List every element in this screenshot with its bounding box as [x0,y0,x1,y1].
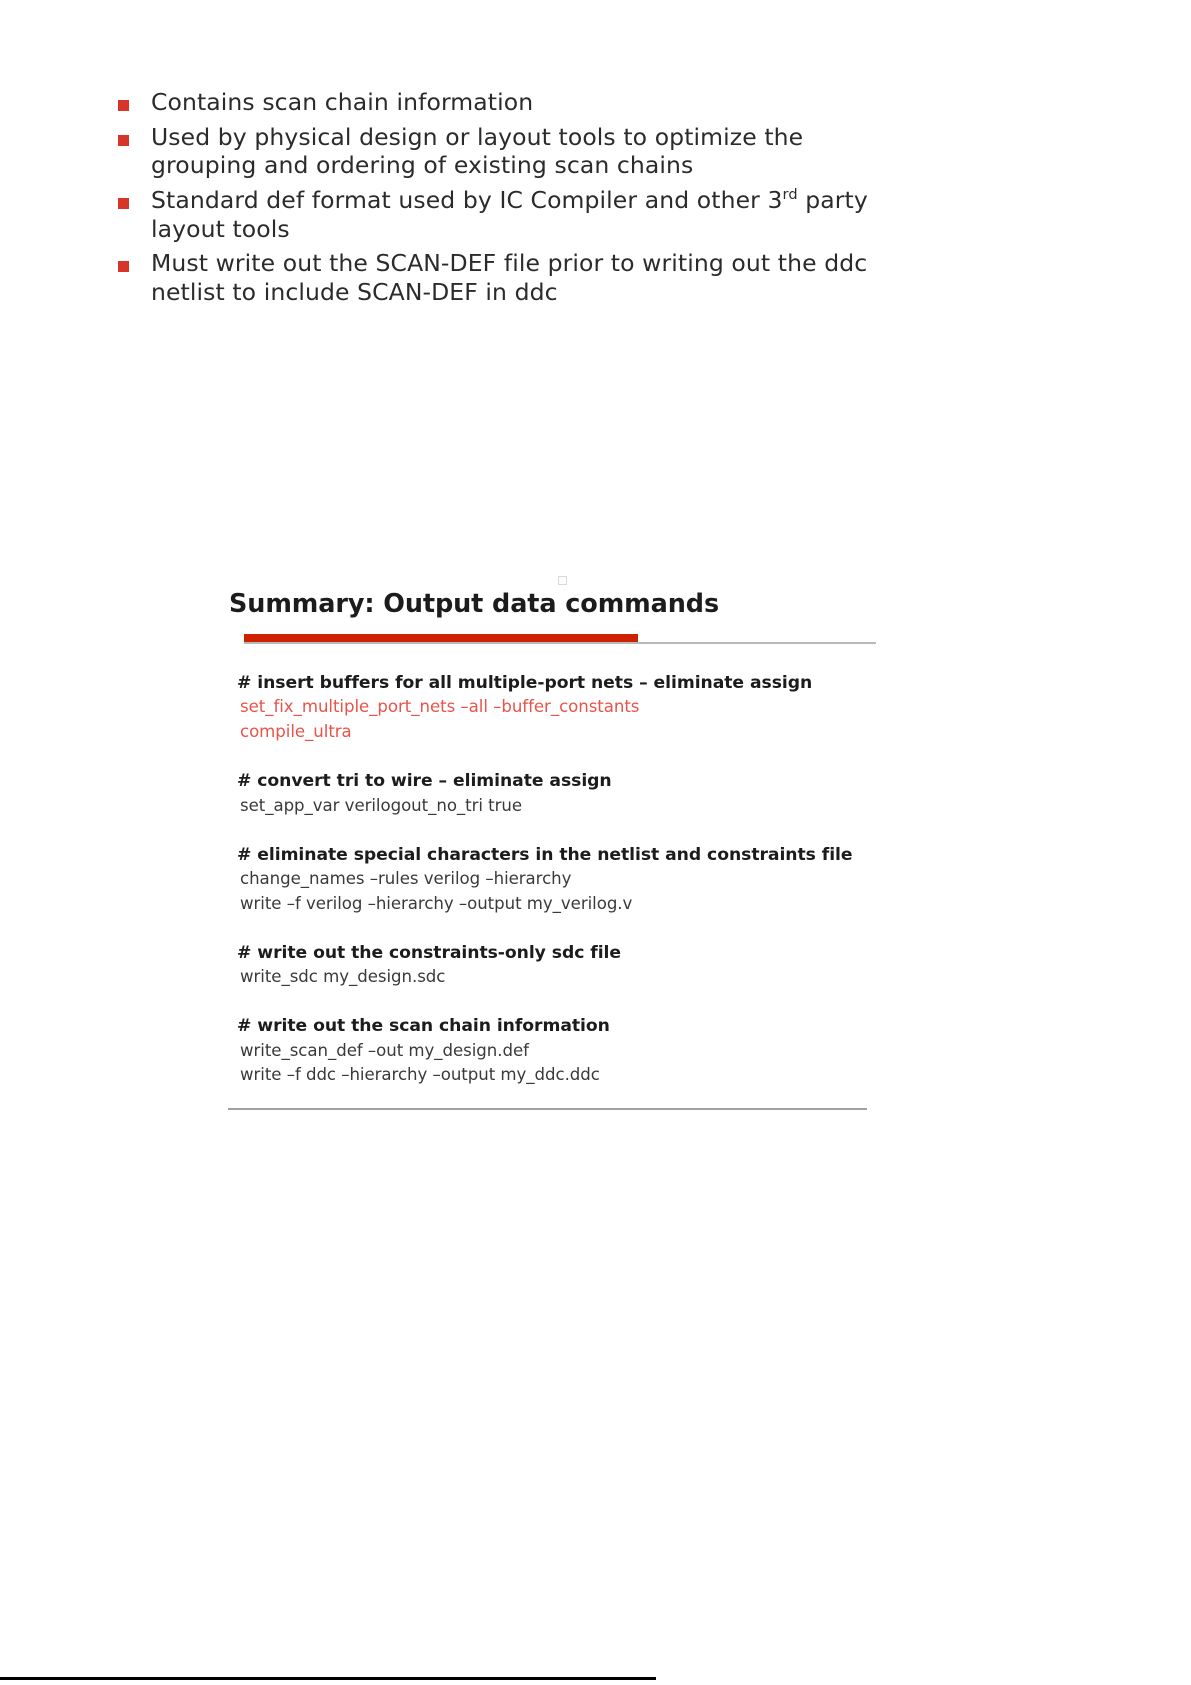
page-bottom-rule [0,1677,656,1680]
code-block [237,843,867,917]
title-divider-line [244,642,876,644]
square-bullet-icon [118,198,129,209]
code-line: write –f verilog –hierarchy –output my_verilog.v [240,893,633,913]
list-item [118,186,878,243]
square-bullet-icon [118,135,129,146]
code-block [237,769,867,818]
code-block [237,1014,867,1088]
code-line: write_sdc my_design.sdc [240,967,446,987]
code-line: compile_ultra [240,722,352,742]
slide-image [228,590,878,1110]
list-item [118,88,878,117]
code-line: write –f ddc –hierarchy –output my_ddc.ddc [240,1065,600,1085]
bullet-text: Must write out the SCAN-DEF file prior to writing out the ddc netlist to include SCAN-DEF in ddc [151,249,868,306]
code-line: write_scan_def –out my_design.def [240,1040,529,1060]
small-square-marker-icon [558,576,567,585]
code-comment: # write out the constraints-only sdc file [237,942,621,963]
list-item [118,123,878,180]
page-title: Summary: Output data commands [229,589,720,619]
bullet-text: Used by physical design or layout tools to optimize the grouping and ordering of existing scan chains [151,122,804,180]
code-block [237,671,867,745]
code-comment: # eliminate special characters in the netlist and constraints file [237,844,853,865]
ordinal-superscript: rd [782,186,798,204]
code-line: set_app_var verilogout_no_tri true [240,795,523,815]
bullet-text [151,186,878,243]
code-comment: # write out the scan chain information [237,1016,610,1037]
square-bullet-icon [118,261,129,272]
code-line: set_fix_multiple_port_nets –all –buffer_constants [240,697,640,717]
title-divider [228,634,876,643]
list-item [118,249,878,306]
bullet-text-after: party layout tools [151,185,868,243]
code-comment: # insert buffers for all multiple-port nets – eliminate assign [237,673,813,694]
bullet-text-before: Standard def format used by IC Compiler and other 3 [151,185,783,214]
code-comment: # convert tri to wire – eliminate assign [237,771,612,792]
bullet-list [118,88,878,313]
code-block [237,941,867,990]
code-listing [228,671,867,1110]
code-line: change_names –rules verilog –hierarchy [240,868,572,888]
square-bullet-icon [118,100,129,111]
bullet-text: Contains scan chain information [151,88,534,116]
